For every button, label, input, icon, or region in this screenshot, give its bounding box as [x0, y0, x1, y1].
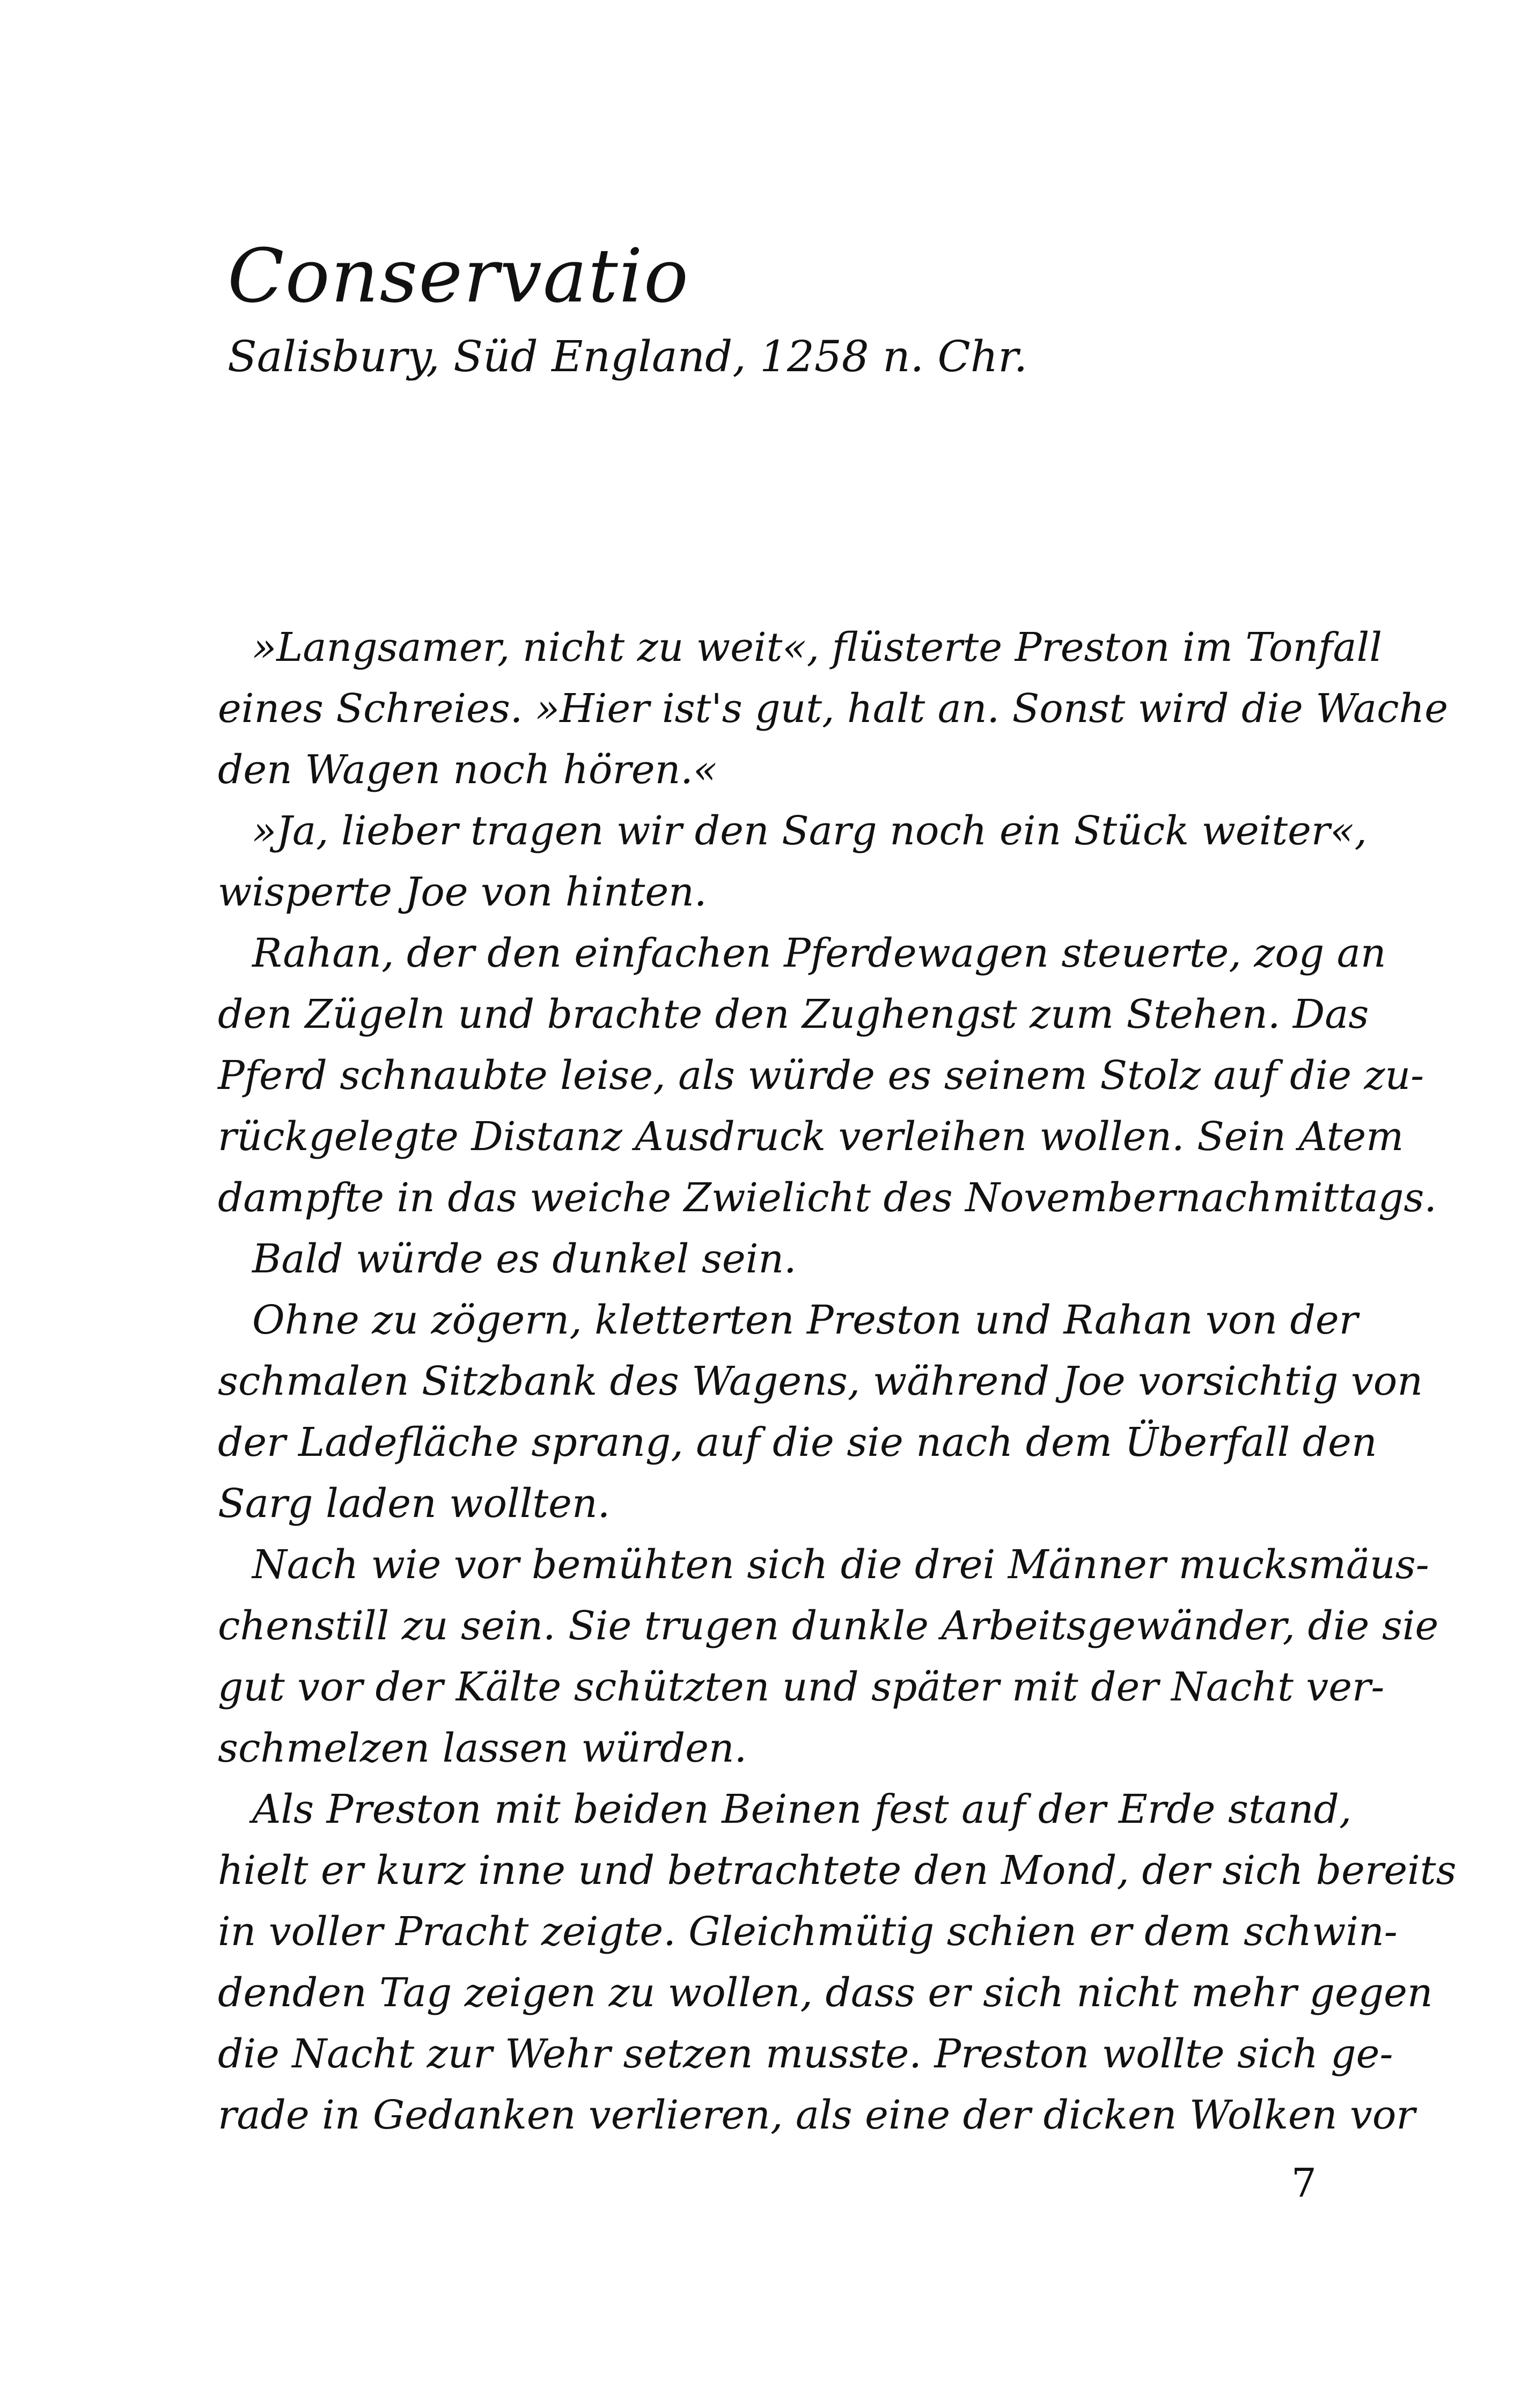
text-line: Ohne zu zögern, kletterten Preston und Rahan von der	[252, 1297, 1358, 1343]
chapter-title: Conservatio	[227, 233, 689, 319]
text-line: hielt er kurz inne und betrachtete den Mond, der sich bereits	[218, 1847, 1457, 1894]
chapter-subtitle: Salisbury, Süd England, 1258 n. Chr.	[227, 332, 1028, 381]
text-line: chenstill zu sein. Sie trugen dunkle Arbeitsgewänder, die sie	[218, 1603, 1439, 1649]
text-line: den Wagen noch hören.«	[218, 747, 718, 793]
text-line: schmelzen lassen würden.	[218, 1725, 747, 1771]
text-line: Pferd schnaubte leise, als würde es seinem Stolz auf die zu-	[218, 1052, 1424, 1099]
text-line: Rahan, der den einfachen Pferdewagen steuerte, zog an	[252, 930, 1386, 976]
text-line: Nach wie vor bemühten sich die drei Männer mucksmäus-	[252, 1542, 1429, 1588]
text-line: eines Schreies. »Hier ist's gut, halt an. Sonst wird die Wache	[218, 686, 1448, 732]
text-line: »Ja, lieber tragen wir den Sarg noch ein Stück weiter«,	[252, 808, 1368, 854]
text-line: die Nacht zur Wehr setzen musste. Preston wollte sich ge-	[218, 2031, 1393, 2077]
text-line: gut vor der Kälte schützten und später mit der Nacht ver-	[218, 1664, 1385, 1710]
text-line: rade in Gedanken verlieren, als eine der dicken Wolken vor	[218, 2092, 1415, 2138]
text-line: wisperte Joe von hinten.	[218, 869, 707, 915]
text-line: Sarg laden wollten.	[218, 1481, 611, 1527]
text-line: den Zügeln und brachte den Zughengst zum Stehen. Das	[218, 991, 1369, 1037]
text-line: Als Preston mit beiden Beinen fest auf der Erde stand,	[252, 1786, 1352, 1832]
body-text	[218, 617, 1457, 2146]
page-number: 7	[1291, 2160, 1317, 2206]
text-line: rückgelegte Distanz Ausdruck verleihen wollen. Sein Atem	[218, 1114, 1404, 1160]
text-line: denden Tag zeigen zu wollen, dass er sich nicht mehr gegen	[218, 1970, 1433, 2016]
text-line: schmalen Sitzbank des Wagens, während Joe vorsichtig von	[218, 1358, 1423, 1404]
text-line: »Langsamer, nicht zu weit«, flüsterte Preston im Tonfall	[252, 624, 1383, 671]
text-line: Bald würde es dunkel sein.	[252, 1236, 797, 1282]
text-line: der Ladefläche sprang, auf die sie nach dem Überfall den	[218, 1419, 1377, 1466]
text-line: in voller Pracht zeigte. Gleichmütig schien er dem schwin-	[218, 1909, 1398, 1955]
text-line: dampfte in das weiche Zwielicht des Novembernachmittags.	[218, 1175, 1437, 1221]
